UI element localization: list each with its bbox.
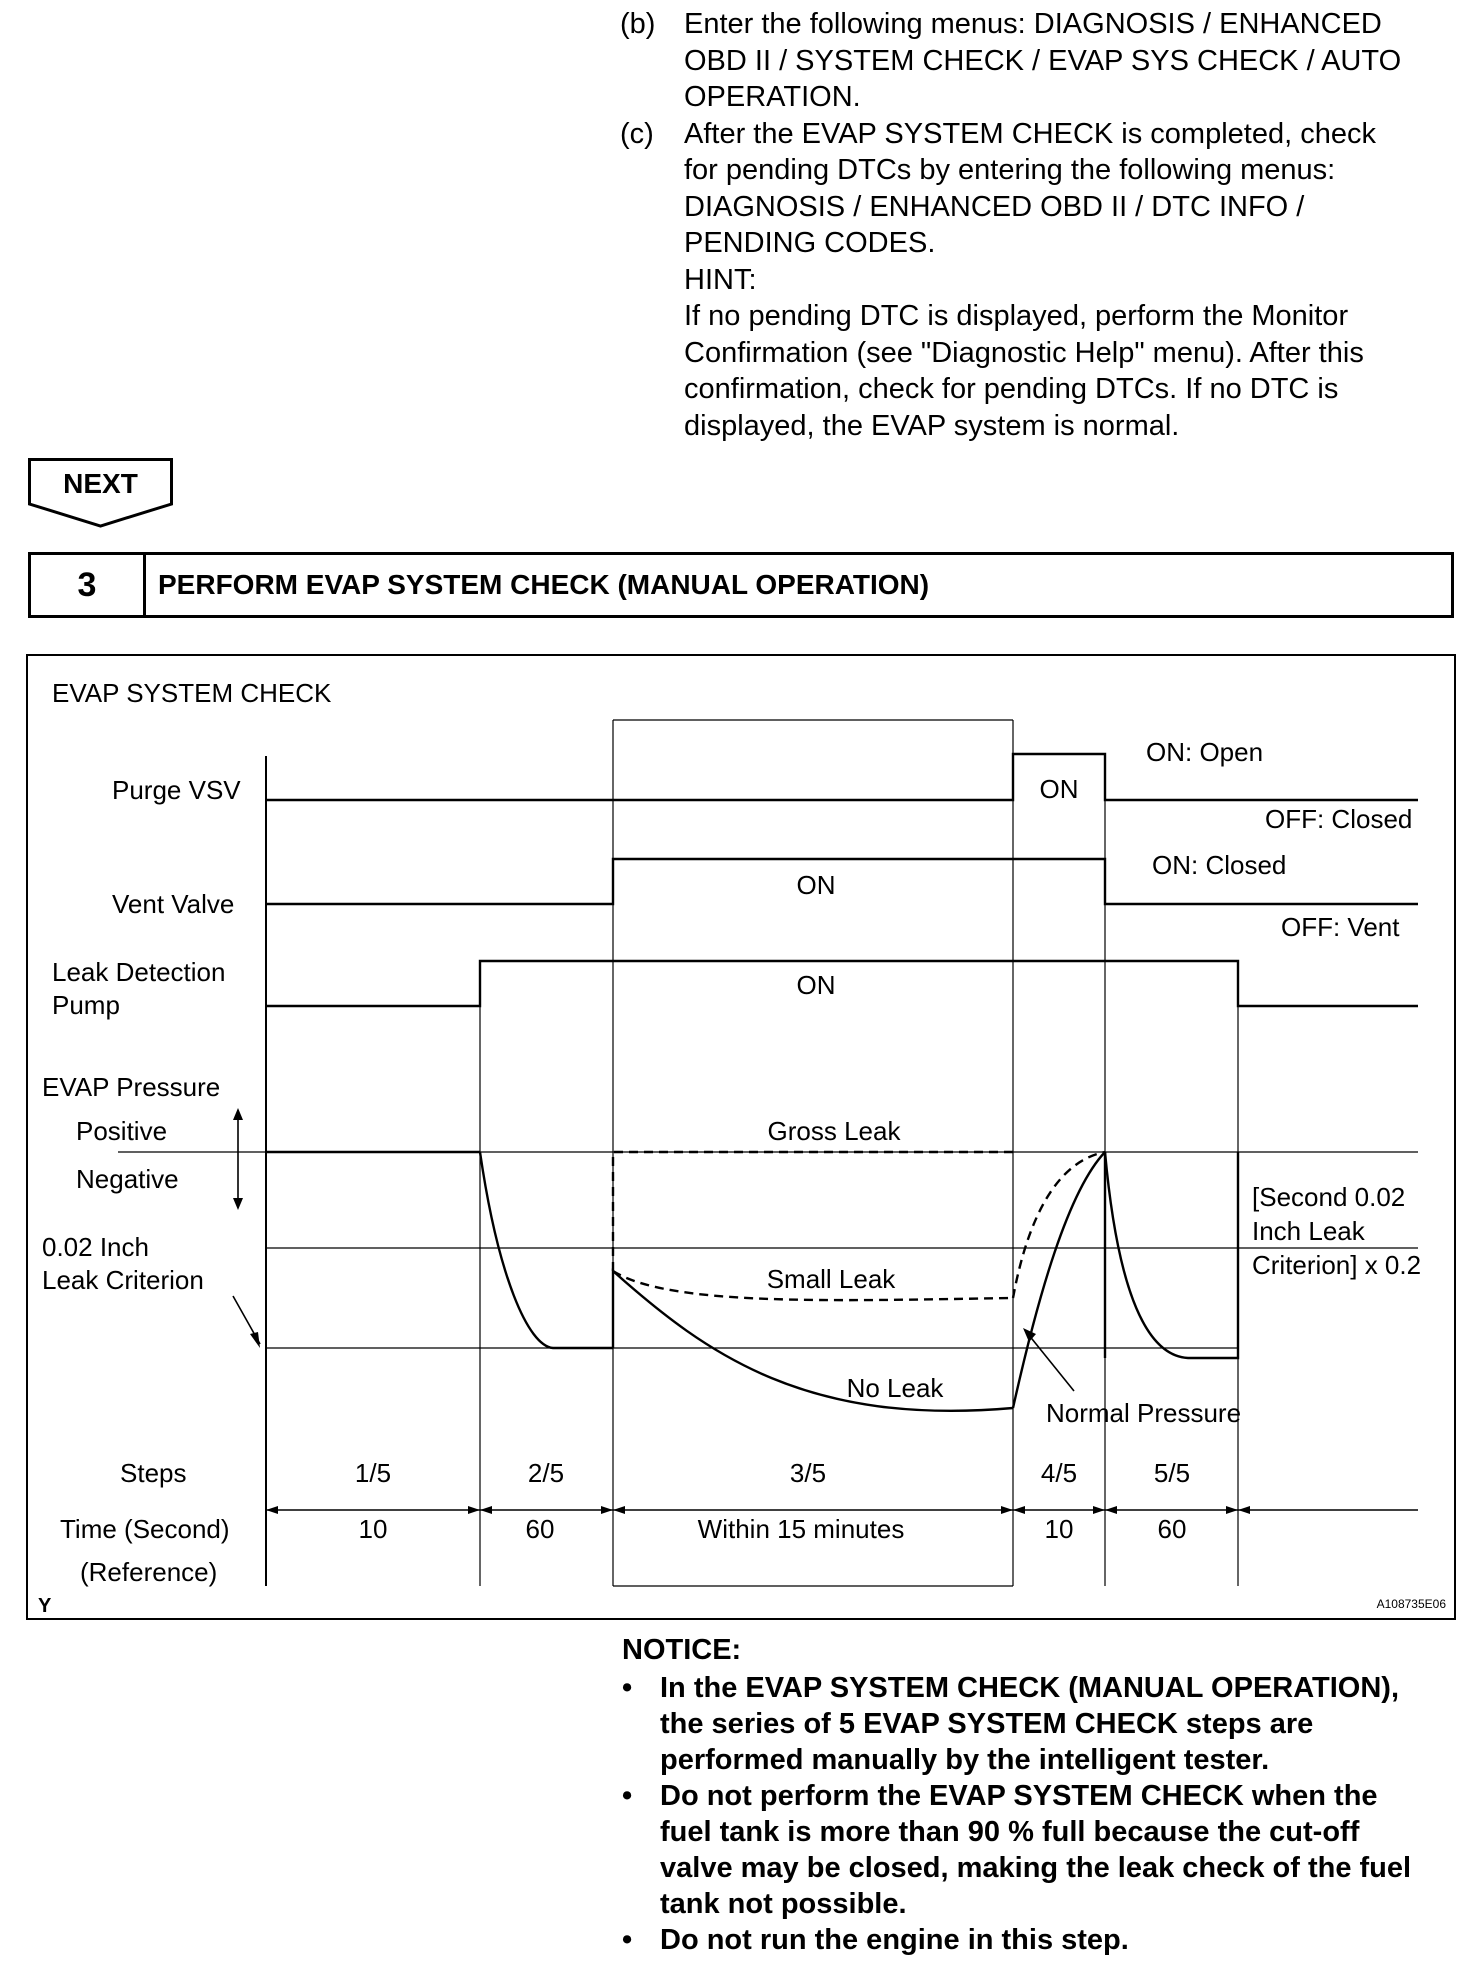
off-closed-label: OFF: Closed: [1265, 804, 1413, 834]
step-b-label: (b): [620, 8, 656, 40]
gross-leak-label: Gross Leak: [767, 1116, 901, 1146]
dimension-arrowhead: [480, 1506, 492, 1514]
notice-item: [622, 1778, 1452, 1922]
small-leak-label: Small Leak: [766, 1264, 896, 1294]
diagram-title: EVAP SYSTEM CHECK: [52, 678, 332, 708]
time-value: 10: [358, 1514, 388, 1544]
notice-item: [622, 1922, 1452, 1958]
step-b-line: OPERATION.: [684, 81, 861, 113]
normal-pressure-arrowhead: [1023, 1328, 1036, 1342]
hint-line: If no pending DTC is displayed, perform the Monitor: [684, 300, 1349, 332]
time-label: Time (Second): [60, 1514, 230, 1544]
step-b: [620, 6, 1450, 116]
pressure-trace: [480, 1152, 613, 1348]
step-c-line: DIAGNOSIS / ENHANCED OBD II / DTC INFO /: [684, 190, 1305, 223]
reference-label: (Reference): [80, 1557, 218, 1587]
gross-recovery-trace: [1013, 1152, 1105, 1298]
dimension-arrowhead: [613, 1506, 625, 1514]
dimension-arrowhead: [468, 1506, 480, 1514]
step-c-line: PENDING CODES.: [684, 227, 936, 259]
notice-item-text: [660, 1778, 1452, 1922]
step-label: 4/5: [1040, 1458, 1078, 1488]
section-header: [28, 552, 1454, 618]
hint-line: confirmation, check for pending DTCs. If no DTC is: [684, 373, 1339, 405]
dimension-arrowhead: [1093, 1506, 1105, 1514]
steps-label: Steps: [120, 1458, 187, 1488]
on-open-label: ON: Open: [1146, 737, 1264, 767]
bullet-icon: •: [622, 1780, 633, 1812]
notice-line: valve may be closed, making the leak check of the fuel: [660, 1852, 1412, 1884]
corner-mark: Y: [38, 1595, 52, 1617]
step-c: [620, 116, 1450, 445]
normal-pressure-label: Normal Pressure: [1046, 1398, 1242, 1428]
time-value: Within 15 minutes: [697, 1514, 905, 1544]
step-label: 5/5: [1153, 1458, 1191, 1488]
time-value: 60: [1157, 1514, 1187, 1544]
hint-label: HINT:: [684, 263, 757, 296]
step-c-line: for pending DTCs by entering the following menus:: [684, 154, 1336, 186]
criterion-label: Leak Criterion: [42, 1265, 204, 1295]
notice-item-text: [660, 1922, 1452, 1958]
procedure-steps: [620, 6, 1450, 444]
section-title: PERFORM EVAP SYSTEM CHECK (MANUAL OPERATION): [158, 569, 930, 600]
notice-item: [622, 1670, 1452, 1778]
hint-line: Confirmation (see "Diagnostic Help" menu). After this: [684, 336, 1364, 369]
second-criterion-label: Inch Leak: [1252, 1216, 1365, 1246]
normal-pressure-trace: [1013, 1152, 1105, 1408]
time-value: 10: [1044, 1514, 1074, 1544]
diagram-canvas: [28, 656, 1458, 1622]
notice-item-text: [660, 1670, 1452, 1778]
notice-line: Do not perform the EVAP SYSTEM CHECK when the: [660, 1780, 1378, 1812]
normal-pressure-leader: [1028, 1334, 1074, 1391]
dimension-arrowhead: [1238, 1506, 1250, 1514]
leak-pump-label: Pump: [52, 990, 120, 1020]
notice-block: [622, 1632, 1452, 1958]
purge-on-label: ON: [1039, 774, 1079, 804]
step-c-line: After the EVAP SYSTEM CHECK is completed, check: [684, 117, 1376, 150]
dimension-arrowhead: [1001, 1506, 1013, 1514]
step-label: 3/5: [789, 1458, 827, 1488]
figure-id: A108735E06: [1376, 1597, 1446, 1611]
dimension-arrowhead: [266, 1506, 278, 1514]
leak-pump-signal: [266, 961, 1418, 1006]
step-b-line: OBD II / SYSTEM CHECK / EVAP SYS CHECK / AUTO: [684, 44, 1402, 77]
dimension-arrowhead: [1226, 1506, 1238, 1514]
no-leak-label: No Leak: [846, 1373, 944, 1403]
step-b-text: [684, 6, 1450, 116]
notice-title: NOTICE:: [622, 1634, 742, 1666]
dimension-arrowhead: [1013, 1506, 1025, 1514]
step-label: 1/5: [354, 1458, 392, 1488]
second-criterion-label: [Second 0.02: [1252, 1182, 1406, 1212]
leak-pump-label: Leak Detection: [52, 957, 226, 987]
positive-label: Positive: [76, 1116, 168, 1146]
time-value: 60: [525, 1514, 555, 1544]
evap-timing-diagram: [26, 654, 1456, 1620]
notice-line: the series of 5 EVAP SYSTEM CHECK steps are: [660, 1708, 1314, 1740]
purge-vsv-label: Purge VSV: [112, 775, 241, 805]
notice-line: fuel tank is more than 90 % full because the cut-off: [660, 1816, 1360, 1848]
pressure-trace: [1105, 1152, 1238, 1358]
next-label: NEXT: [63, 468, 138, 499]
on-closed-label: ON: Closed: [1152, 850, 1287, 880]
second-criterion-label: Criterion] x 0.2: [1252, 1250, 1422, 1280]
notice-line: performed manually by the intelligent tester.: [660, 1744, 1270, 1776]
criterion-arrowhead: [250, 1332, 260, 1348]
dimension-arrowhead: [1105, 1506, 1117, 1514]
off-vent-label: OFF: Vent: [1281, 912, 1400, 942]
step-c-label: (c): [620, 117, 654, 150]
step-c-text: [684, 116, 1450, 445]
section-number: 3: [31, 555, 146, 615]
step-label: 2/5: [527, 1458, 565, 1488]
positive-arrowhead-icon: [233, 1108, 243, 1120]
bullet-icon: •: [622, 1924, 633, 1956]
notice-line: tank not possible.: [660, 1888, 907, 1920]
gross-leak-trace: [613, 1152, 1013, 1271]
notice-line: In the EVAP SYSTEM CHECK (MANUAL OPERATION),: [660, 1672, 1400, 1704]
pump-on-label: ON: [796, 970, 836, 1000]
criterion-label: 0.02 Inch: [42, 1232, 149, 1262]
negative-label: Negative: [76, 1164, 179, 1194]
next-badge: [28, 458, 173, 528]
vent-on-label: ON: [796, 870, 836, 900]
evap-pressure-label: EVAP Pressure: [42, 1072, 221, 1102]
dimension-arrowhead: [601, 1506, 613, 1514]
notice-line: Do not run the engine in this step.: [660, 1924, 1129, 1956]
bullet-icon: •: [622, 1672, 633, 1704]
negative-arrowhead-icon: [233, 1198, 243, 1210]
hint-line: displayed, the EVAP system is normal.: [684, 409, 1180, 442]
vent-valve-label: Vent Valve: [112, 889, 235, 919]
step-b-line: Enter the following menus: DIAGNOSIS / ENHANCED: [684, 8, 1382, 40]
